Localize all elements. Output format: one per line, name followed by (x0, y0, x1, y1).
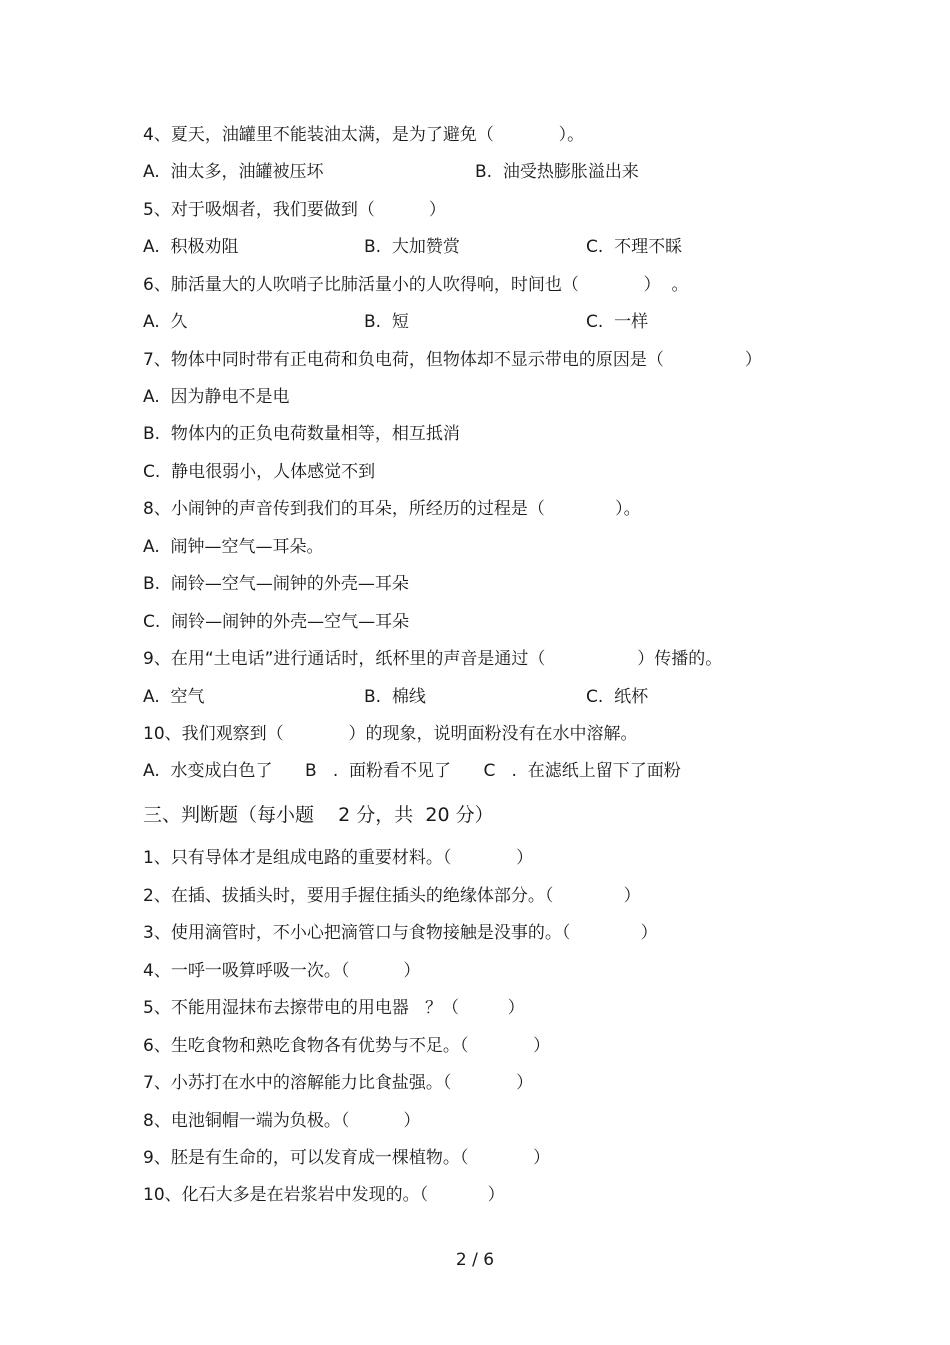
question-6-option-a: A. 久 (143, 312, 188, 332)
question-7-option-b: B. 物体内的正负电荷数量相等，相互抵消 (143, 424, 460, 444)
judge-item-5: 5、不能用湿抹布去擦带电的用电器 ？（ ） (143, 998, 525, 1018)
question-7-option-a: A. 因为静电不是电 (143, 387, 290, 407)
question-8-option-b: B. 闹铃—空气—闹钟的外壳—耳朵 (143, 574, 409, 594)
judge-item-4: 4、一呼一吸算呼吸一次。（ ） (143, 961, 421, 981)
question-5-option-a: A. 积极劝阻 (143, 237, 239, 257)
judge-item-9: 9、胚是有生命的，可以发育成一棵植物。（ ） (143, 1148, 551, 1168)
question-5-stem: 5、对于吸烟者，我们要做到（ ） (143, 200, 446, 220)
judge-item-1: 1、只有导体才是组成电路的重要材料。（ ） (143, 848, 534, 868)
question-7-stem: 7、物体中同时带有正电荷和负电荷，但物体却不显示带电的原因是（ ） (143, 350, 762, 370)
question-6-option-c: C. 一样 (586, 312, 649, 332)
question-10-options: A. 水变成白色了 B . 面粉看不见了 C . 在滤纸上留下了面粉 (143, 761, 681, 781)
question-4-stem: 4、夏天，油罐里不能装油太满，是为了避免（ ）。 (143, 125, 585, 145)
question-6-option-b: B. 短 (364, 312, 409, 332)
judge-item-2: 2、在插、拔插头时，要用手握住插头的绝缘体部分。（ ） (143, 886, 641, 906)
question-4-option-a: A. 油太多，油罐被压坏 (143, 162, 324, 182)
question-5-option-b: B. 大加赞赏 (364, 237, 460, 257)
question-9-option-b: B. 棉线 (364, 687, 426, 707)
question-7-option-c: C. 静电很弱小，人体感觉不到 (143, 462, 376, 482)
judge-item-3: 3、使用滴管时，不小心把滴管口与食物接触是没事的。（ ） (143, 923, 658, 943)
question-9-option-a: A. 空气 (143, 687, 205, 707)
question-6-stem: 6、肺活量大的人吹哨子比肺活量小的人吹得响，时间也（ ） 。 (143, 275, 689, 295)
page-number: 2 / 6 (455, 1250, 495, 1270)
question-9-stem: 9、在用“土电话”进行通话时，纸杯里的声音是通过（ ）传播的。 (143, 649, 723, 669)
judge-item-7: 7、小苏打在水中的溶解能力比食盐强。（ ） (143, 1073, 534, 1093)
question-4-option-b: B. 油受热膨胀溢出来 (475, 162, 639, 182)
question-5-option-c: C. 不理不睬 (586, 237, 683, 257)
question-8-option-c: C. 闹铃—闹钟的外壳—空气—耳朵 (143, 612, 410, 632)
judge-section-title: 三、判断题（每小题 2 分，共 20 分） (143, 804, 494, 826)
question-8-stem: 8、小闹钟的声音传到我们的耳朵，所经历的过程是（ ）。 (143, 499, 641, 519)
question-10-stem: 10、我们观察到（ ）的现象，说明面粉没有在水中溶解。 (143, 724, 638, 744)
question-9-option-c: C. 纸杯 (586, 687, 649, 707)
judge-item-6: 6、生吃食物和熟吃食物各有优势与不足。（ ） (143, 1036, 551, 1056)
question-8-option-a: A. 闹钟—空气—耳朵。 (143, 537, 324, 557)
judge-item-8: 8、电池铜帽一端为负极。（ ） (143, 1111, 421, 1131)
judge-item-10: 10、化石大多是在岩浆岩中发现的。（ ） (143, 1185, 505, 1205)
